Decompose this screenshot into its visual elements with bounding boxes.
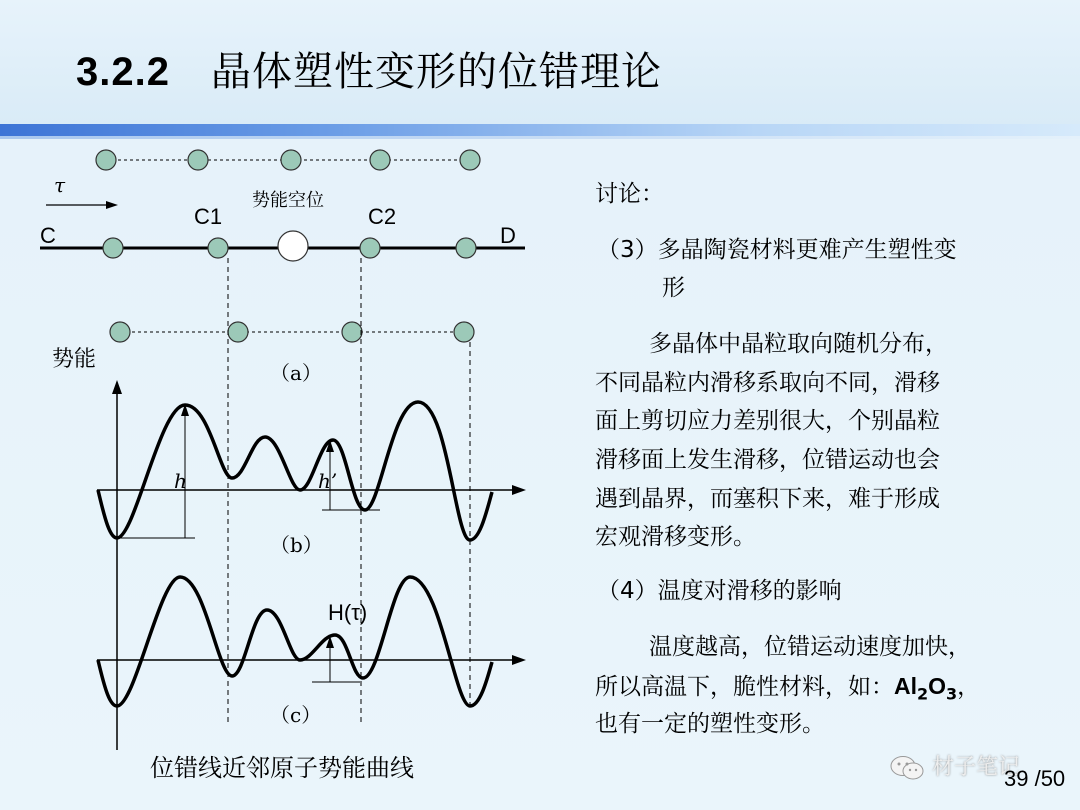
c-curve — [98, 577, 492, 706]
point3-body-line: 面上剪切应力差别很大，个别晶粒 — [595, 408, 940, 434]
wechat-icon — [890, 755, 924, 781]
section-number: 3.2.2 — [76, 50, 170, 94]
watermark-text: 材子笔记 — [932, 755, 1021, 780]
vacancy-label: 势能空位 — [252, 190, 324, 211]
energy-axis-arrowhead — [112, 380, 122, 394]
point4-body-prefix: 所以高温下，脆性材料，如： — [595, 674, 894, 700]
title-text: 晶体塑性变形的位错理论 — [211, 49, 662, 95]
point3-title-line2: 形 — [662, 275, 685, 301]
atom — [281, 150, 301, 170]
point3-body-line: 宏观滑移变形。 — [595, 524, 756, 550]
potential-energy-diagram — [0, 140, 560, 750]
point3-body-line: 不同晶粒内滑移系取向不同，滑移 — [595, 370, 940, 396]
c-axis-arrowhead — [512, 655, 526, 665]
atom — [460, 150, 480, 170]
top-atom-row — [96, 150, 480, 170]
watermark — [890, 750, 1020, 781]
point3-body-line: 滑移面上发生滑移，位错运动也会 — [595, 447, 940, 473]
atom — [228, 322, 248, 342]
atom — [103, 238, 123, 258]
formula-sub2: 2 — [917, 684, 929, 704]
h-prime-label: h’ — [318, 469, 338, 493]
slide-title — [76, 40, 662, 97]
header-accent-bar — [0, 124, 1080, 136]
atom — [456, 238, 476, 258]
vacancy-atom — [278, 231, 308, 261]
caption-c: （c） — [270, 703, 322, 727]
point4-body-line: 温度越高，位错运动速度加快， — [649, 634, 971, 660]
atom — [96, 150, 116, 170]
tau-arrowhead — [106, 201, 118, 209]
atom — [110, 322, 130, 342]
point3-title-line1: （3）多晶陶瓷材料更难产生塑性变 — [597, 237, 957, 263]
point3-body-line: 遇到晶界，而塞积下来，难于形成 — [595, 486, 940, 512]
point3-body-line: 多晶体中晶粒取向随机分布， — [649, 331, 948, 357]
page-number: 39 /50 — [1004, 766, 1066, 791]
atom — [360, 238, 380, 258]
formula-al: Al — [894, 673, 917, 699]
formula-comma: ， — [957, 674, 981, 700]
atom — [188, 150, 208, 170]
label-c1: C1 — [194, 204, 223, 229]
h-label: h — [174, 469, 187, 493]
label-c2: C2 — [368, 204, 397, 229]
energy-label: 势能 — [52, 347, 97, 372]
H-tau-label: H(τ) — [328, 600, 368, 625]
discussion-heading: 讨论： — [595, 181, 664, 207]
caption-a: （a） — [270, 361, 322, 385]
label-c: C — [40, 223, 56, 248]
header-accent-line — [0, 136, 1080, 139]
formula-o: O — [928, 673, 947, 699]
atom — [370, 150, 390, 170]
atom — [342, 322, 362, 342]
b-curve — [98, 402, 492, 540]
atom — [208, 238, 228, 258]
figure-caption: 位错线近邻原子势能曲线 — [150, 754, 414, 782]
tau-label: τ — [54, 173, 66, 197]
caption-b: （b） — [270, 533, 323, 557]
point4-title: （4）温度对滑移的影响 — [597, 578, 842, 604]
atom — [454, 322, 474, 342]
formula-sub3: 3 — [946, 684, 958, 704]
label-d: D — [500, 223, 516, 248]
point4-body-line: 也有一定的塑性变形。 — [595, 711, 825, 737]
b-axis-arrowhead — [512, 485, 526, 495]
